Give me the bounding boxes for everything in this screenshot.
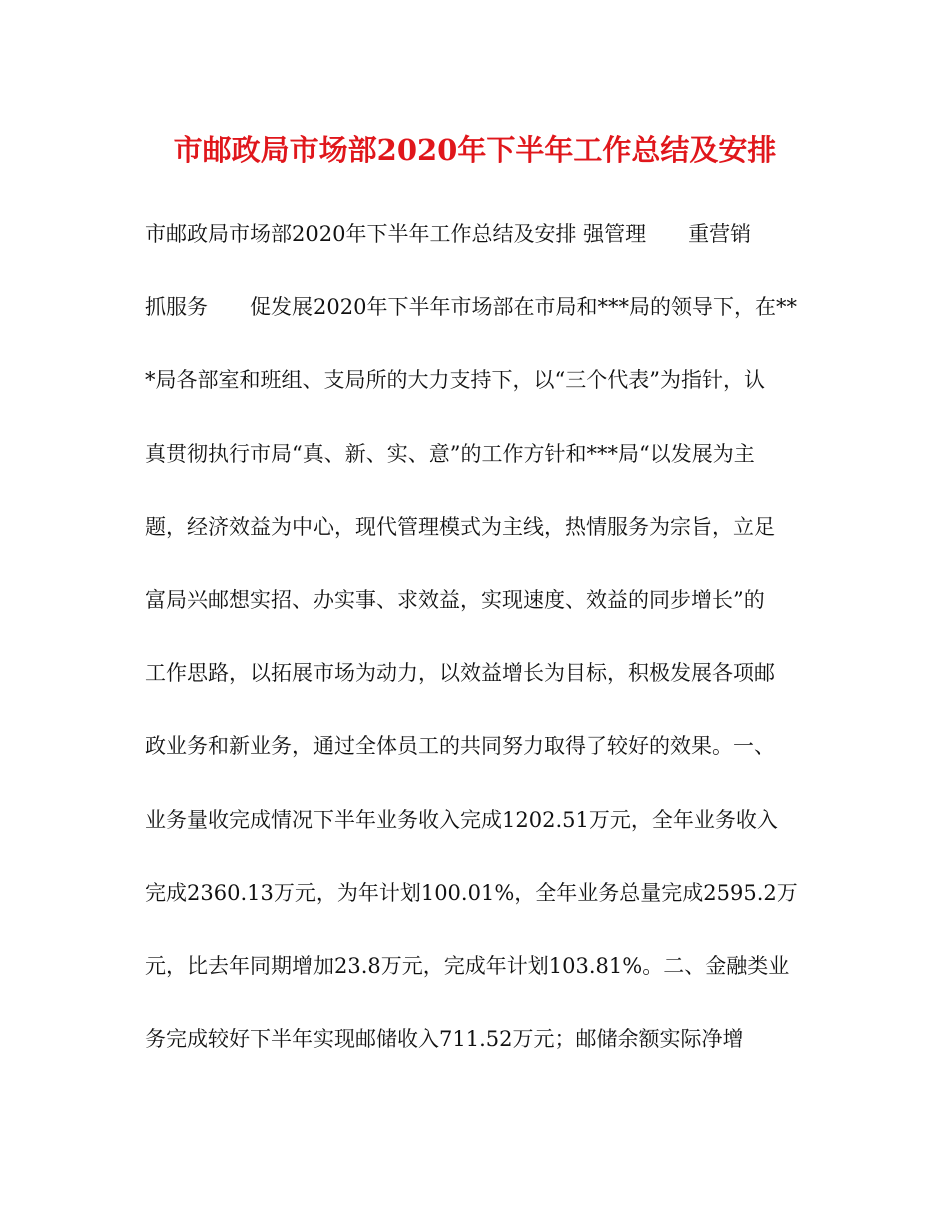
body-line: 工作思路，以拓展市场为动力，以效益增长为目标，积极发展各项邮: [145, 661, 775, 686]
body-line: 务完成较好下半年实现邮储收入711.52万元；邮储余额实际净增: [145, 1027, 744, 1052]
body-line: *局各部室和班组、支局所的大力支持下，以“三个代表”为指针，认: [145, 368, 765, 393]
body-line: 完成2360.13万元，为年计划100.01%，全年业务总量完成2595.2万: [145, 880, 798, 905]
body-line: 业务量收完成情况下半年业务收入完成1202.51万元，全年业务收入: [145, 807, 778, 832]
body-line: 元，比去年同期增加23.8万元，完成年计划103.81%。二、金融类业: [145, 953, 790, 978]
body-line: 市邮政局市场部2020年下半年工作总结及安排 强管理 重营销: [145, 222, 752, 246]
document-body: [145, 216, 805, 1094]
body-line: 真贯彻执行市局“真、新、实、意”的工作方针和***局“以发展为主: [145, 441, 755, 466]
document-title: 市邮政局市场部2020年下半年工作总结及安排: [173, 133, 777, 167]
body-line: 抓服务 促发展2020年下半年市场部在市局和***局的领导下，在**: [145, 295, 797, 320]
body-line: 政业务和新业务，通过全体员工的共同努力取得了较好的效果。一、: [145, 734, 775, 759]
body-line: 富局兴邮想实招、办实事、求效益，实现速度、效益的同步增长”的: [145, 587, 765, 612]
body-line: 题，经济效益为中心，现代管理模式为主线，热情服务为宗旨，立足: [145, 514, 775, 539]
